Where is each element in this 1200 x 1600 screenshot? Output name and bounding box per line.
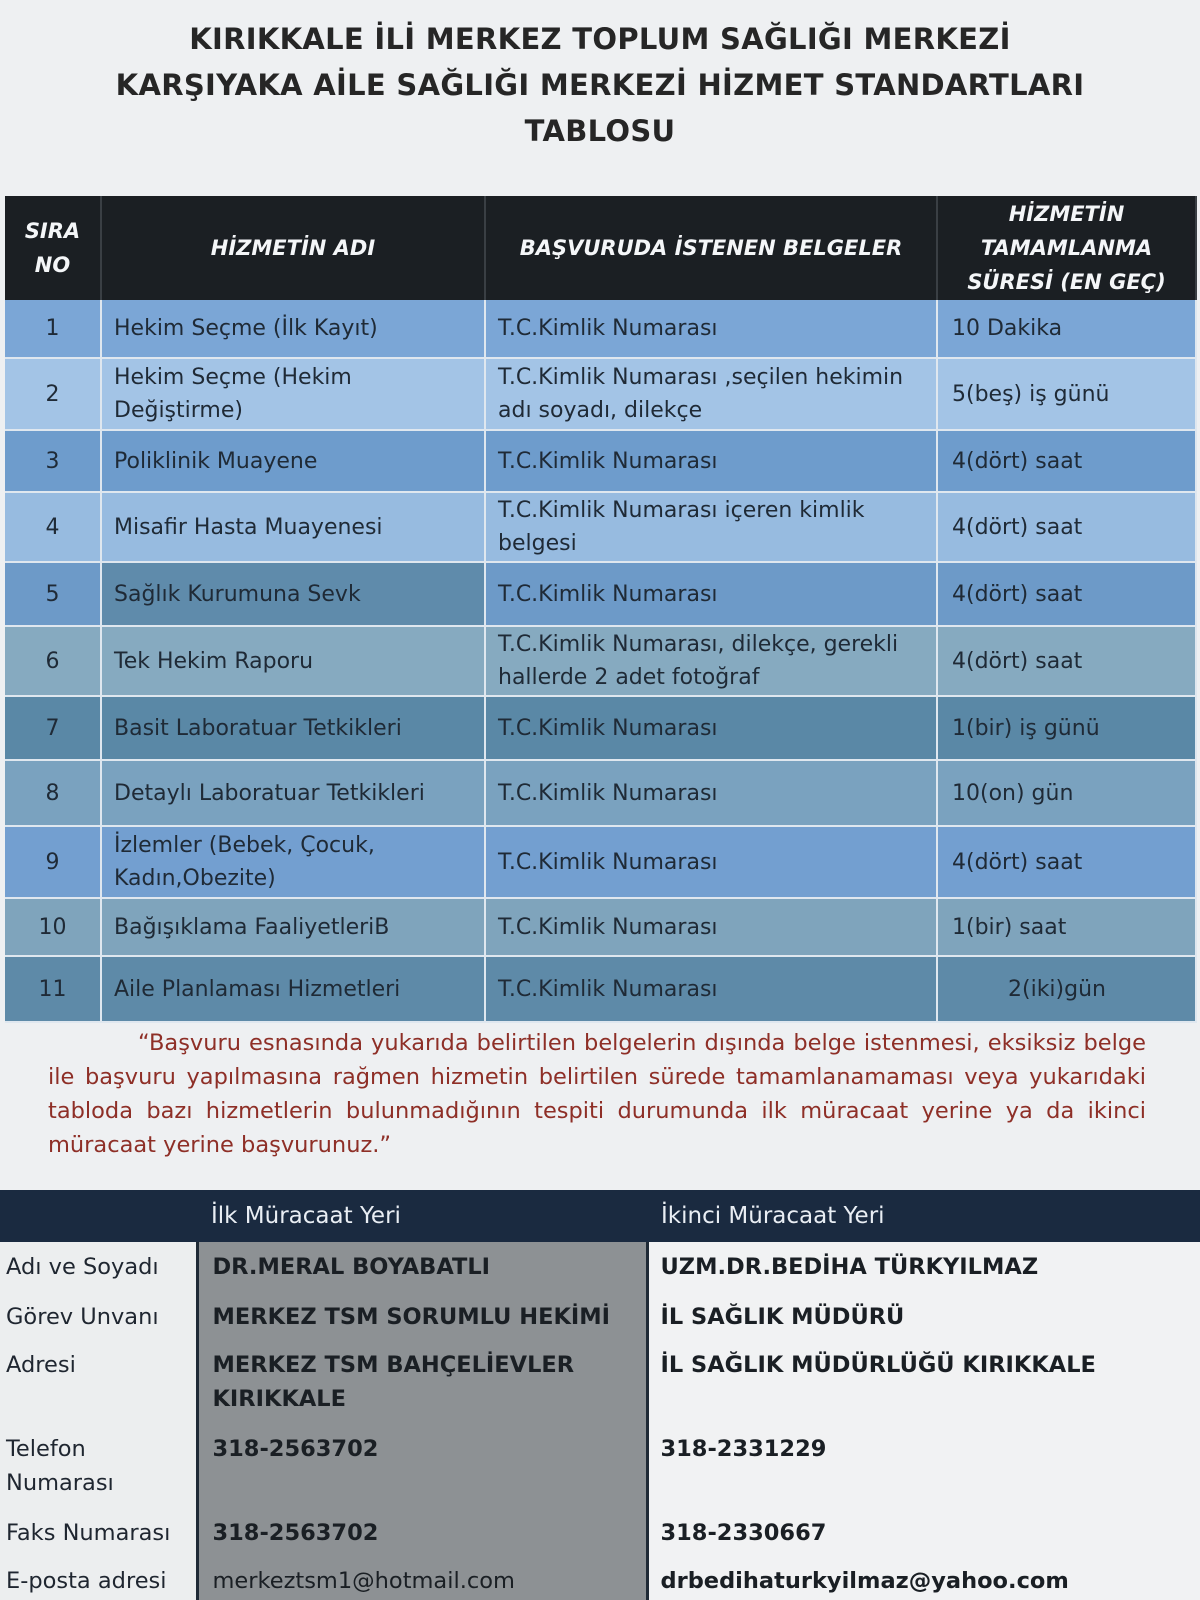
service-name: Basit Laboratuar Tetkikleri [101, 696, 485, 760]
table-row [5, 562, 1196, 626]
header-hizmetin-adi: HİZMETİN ADI [101, 196, 485, 300]
service-name: Hekim Seçme (Hekim Değiştirme) [101, 358, 485, 430]
completion-time: 5(beş) iş günü [937, 358, 1196, 430]
table-row [5, 300, 1196, 358]
row-number: 7 [5, 696, 101, 760]
contact-row-email [0, 1556, 1200, 1600]
table-row [5, 956, 1196, 1022]
second-contact-value: 318-2331229 [647, 1424, 1200, 1508]
service-name: Tek Hekim Raporu [101, 626, 485, 696]
row-number: 10 [5, 898, 101, 956]
table-header-row [5, 196, 1196, 300]
row-number: 2 [5, 358, 101, 430]
completion-time: 4(dört) saat [937, 826, 1196, 898]
required-documents: T.C.Kimlik Numarası [485, 300, 937, 358]
service-name: Poliklinik Muayene [101, 430, 485, 492]
required-documents: T.C.Kimlik Numarası [485, 562, 937, 626]
completion-time: 10 Dakika [937, 300, 1196, 358]
title-line-2: KARŞIYAKA AİLE SAĞLIĞI MERKEZİ HİZMET STANDARTLARI [115, 68, 1085, 102]
title-line-1: KIRIKKALE İLİ MERKEZ TOPLUM SAĞLIĞI MERKEZİ [189, 22, 1011, 56]
required-documents: T.C.Kimlik Numarası içeren kimlik belgesi [485, 492, 937, 562]
contact-label: Telefon Numarası [0, 1424, 197, 1508]
required-documents: T.C.Kimlik Numarası [485, 826, 937, 898]
service-name: Bağışıklama FaaliyetleriB [101, 898, 485, 956]
row-number: 8 [5, 760, 101, 826]
first-contact-value: DR.MERAL BOYABATLI [197, 1242, 647, 1292]
completion-time: 2(iki)gün [937, 956, 1196, 1022]
header-ilk-muracaat: İlk Müracaat Yeri [197, 1190, 647, 1242]
header-ikinci-muracaat: İkinci Müracaat Yeri [647, 1190, 1200, 1242]
first-contact-value: 318-2563702 [197, 1508, 647, 1556]
row-number: 6 [5, 626, 101, 696]
service-name: Misafir Hasta Muayenesi [101, 492, 485, 562]
table-row [5, 492, 1196, 562]
required-documents: T.C.Kimlik Numarası [485, 760, 937, 826]
contact-label: Görev Unvanı [0, 1292, 197, 1340]
table-row [5, 696, 1196, 760]
required-documents: T.C.Kimlik Numarası, dilekçe, gerekli hallerde 2 adet fotoğraf [485, 626, 937, 696]
first-contact-value: MERKEZ TSM SORUMLU HEKİMİ [197, 1292, 647, 1340]
header-tamamlanma-suresi: HİZMETİN TAMAMLANMA SÜRESİ (EN GEÇ) [937, 196, 1196, 300]
service-name: Sağlık Kurumuna Sevk [101, 562, 485, 626]
row-number: 1 [5, 300, 101, 358]
second-contact-email-link[interactable]: drbedihaturkyilmaz@yahoo.com [647, 1556, 1200, 1600]
completion-time: 1(bir) iş günü [937, 696, 1196, 760]
service-name: Detaylı Laboratuar Tetkikleri [101, 760, 485, 826]
contact-row-fax [0, 1508, 1200, 1556]
service-name: İzlemler (Bebek, Çocuk, Kadın,Obezite) [101, 826, 485, 898]
header-sira-no: SIRA NO [5, 196, 101, 300]
complaint-notice [48, 1026, 1146, 1162]
contact-label: Adı ve Soyadı [0, 1242, 197, 1292]
first-contact-email-link[interactable]: merkeztsm1@hotmail.com [197, 1556, 647, 1600]
table-row [5, 826, 1196, 898]
second-contact-value: İL SAĞLIK MÜDÜRLÜĞÜ KIRIKKALE [647, 1340, 1200, 1424]
header-basvuru-belgeler: BAŞVURUDA İSTENEN BELGELER [485, 196, 937, 300]
row-number: 5 [5, 562, 101, 626]
contact-row-name [0, 1242, 1200, 1292]
notice-text: “Başvuru esnasında yukarıda belirtilen belgelerin dışında belge istenmesi, eksiksiz belge ile başvuru yapılmasına rağmen hizmetin belirtilen sürede tamamlanamaması veya yukarıdaki tabloda bazı hizmetlerin bulunmadığının tespiti durumunda ilk müracaat yerine ya da ikinci müracaat yerine başvurunuz.” [48, 1030, 1146, 1158]
required-documents: T.C.Kimlik Numarası [485, 430, 937, 492]
completion-time: 4(dört) saat [937, 430, 1196, 492]
row-number: 9 [5, 826, 101, 898]
table-row [5, 626, 1196, 696]
contact-table [0, 1190, 1200, 1600]
completion-time: 4(dört) saat [937, 562, 1196, 626]
contact-row-address [0, 1340, 1200, 1424]
contact-label: Adresi [0, 1340, 197, 1424]
table-row [5, 358, 1196, 430]
completion-time: 4(dört) saat [937, 492, 1196, 562]
document-title [0, 16, 1200, 154]
second-contact-value: 318-2330667 [647, 1508, 1200, 1556]
completion-time: 10(on) gün [937, 760, 1196, 826]
contact-row-phone [0, 1424, 1200, 1508]
required-documents: T.C.Kimlik Numarası [485, 898, 937, 956]
contact-label: Faks Numarası [0, 1508, 197, 1556]
title-line-3: TABLOSU [524, 114, 676, 148]
required-documents: T.C.Kimlik Numarası ,seçilen hekimin adı soyadı, dilekçe [485, 358, 937, 430]
second-contact-value: İL SAĞLIK MÜDÜRÜ [647, 1292, 1200, 1340]
required-documents: T.C.Kimlik Numarası [485, 696, 937, 760]
second-contact-value: UZM.DR.BEDİHA TÜRKYILMAZ [647, 1242, 1200, 1292]
table-row [5, 430, 1196, 492]
row-number: 4 [5, 492, 101, 562]
table-row [5, 760, 1196, 826]
service-standards-table [5, 196, 1197, 1023]
contact-label: E-posta adresi [0, 1556, 197, 1600]
contact-header-row [0, 1190, 1200, 1242]
row-number: 11 [5, 956, 101, 1022]
row-number: 3 [5, 430, 101, 492]
first-contact-value: 318-2563702 [197, 1424, 647, 1508]
completion-time: 1(bir) saat [937, 898, 1196, 956]
table-row [5, 898, 1196, 956]
service-name: Aile Planlaması Hizmetleri [101, 956, 485, 1022]
completion-time: 4(dört) saat [937, 626, 1196, 696]
first-contact-value: MERKEZ TSM BAHÇELİEVLER KIRIKKALE [197, 1340, 647, 1424]
required-documents: T.C.Kimlik Numarası [485, 956, 937, 1022]
service-name: Hekim Seçme (İlk Kayıt) [101, 300, 485, 358]
contact-row-title [0, 1292, 1200, 1340]
contact-header-empty [0, 1190, 197, 1242]
